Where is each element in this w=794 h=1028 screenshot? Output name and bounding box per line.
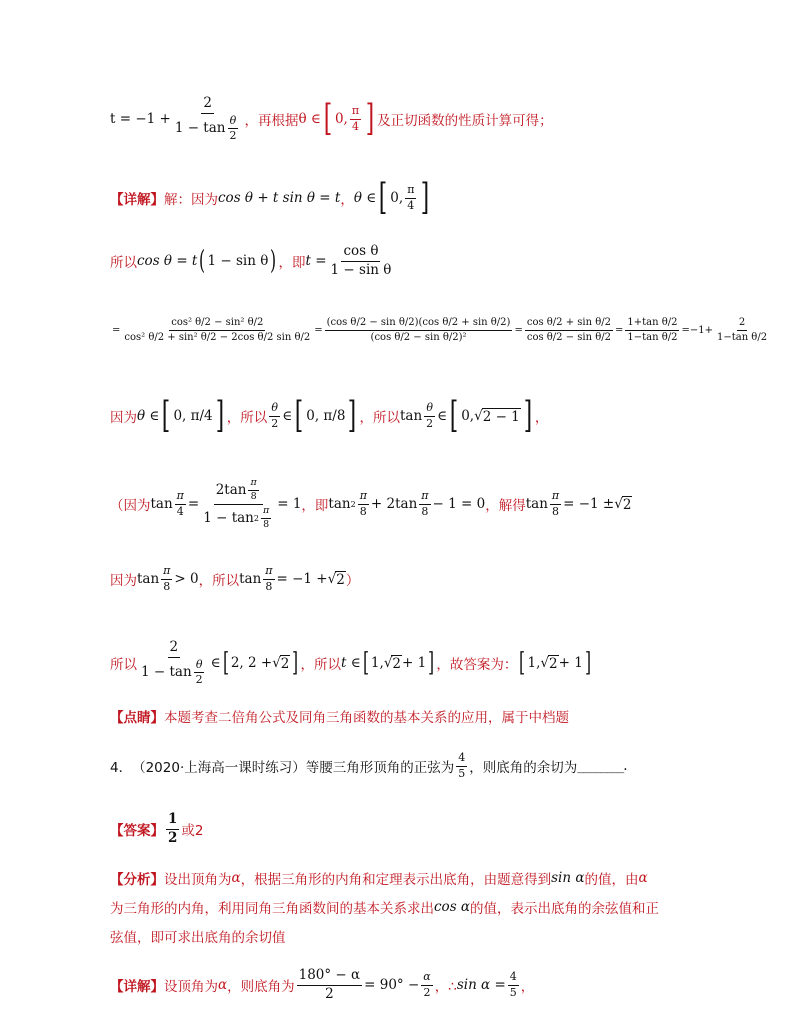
remark-tag: 【点睛】	[110, 710, 164, 726]
formula-t: t = −1 +	[110, 111, 171, 128]
detail-line-5: 因为 tan $\frac{\pi}{8}$ > 0 ，所以 tan $\frac{\pi}{8}$ = −1 + √ 2 ）	[110, 564, 360, 593]
question-number: 4．	[110, 760, 133, 777]
solution-hint-line: t = −1 + 2 1 − tan $\frac{\theta}{2}$ ，再根据 θ ∈ [ 0, $\frac{\pi}{4}$ ] 及正切函数的性质计算可得；	[110, 95, 553, 143]
detail-line-7: 【详解】 设顶角为 α ，则底角为 $\frac{180^\circ - \alpha}{2}$ = 90° − $\frac{\alpha}{2}$ ，∴ sin α = $\frac{4}{5}$ ，	[110, 967, 535, 1002]
answer-tag: 【答案】	[110, 823, 164, 840]
detail-line-1: 【详解】 解：因为 cos θ + t sin θ = t ， θ ∈ [ 0, $\frac{\pi}{4}$ ]	[110, 177, 430, 218]
answer-line: 【答案】 $\frac{1}{2}$ 或2	[110, 811, 204, 846]
question-4: 4． （2020·上海高一课时练习） 等腰三角形顶角的正弦为 $\frac{4}{5}$ ，则底角的余切为 ________ .	[110, 751, 628, 780]
analysis-line-2: 为三角形的内角，利用同角三角函数间的基本关系求出 cos α 的值，表示出底角的余弦值和正	[110, 899, 660, 917]
detail-line-4: （因为 tan $\frac{\pi}{4}$ = 2tan $\frac{\pi}{8}$ 1 − tan 2 $\frac{\pi}{8}$ = 1 ，即 tan 2 $\frac{\pi}{8}$ + 2tan $\frac{\pi}{8}$ − 1 = 0 ，解得 tan $\frac{\pi}{8}$ = −1 ± √ 2	[110, 477, 632, 530]
detail-tag-2: 【详解】	[110, 979, 164, 996]
question-source: （2020·上海高一课时练习）	[132, 760, 306, 777]
detail-tag: 【详解】	[110, 192, 164, 208]
analysis-line-1: 【分析】 设出顶角为 α ，根据三角形的内角和定理表示出底角，由题意得到 sin α 的值，由 α	[110, 870, 648, 888]
remark-line: 【点睛】 本题考查二倍角公式及同角三角函数的基本关系的应用，属于中档题	[110, 706, 754, 726]
equality-chain: = $\frac{\text{cos² θ/2 − sin² θ/2}}{\text{cos² θ/2 + sin² θ/2 − 2cos θ/2 sin θ/2}}$ = $\frac{\text{(cos θ/2 − sin θ/2)(cos θ/2 + sin θ/2)}}{\text{(cos θ/2 − sin θ/2)²}}$ = $\frac{\text{cos θ/2 + sin θ/2}}{\text{cos θ/2 − sin θ/2}}$ = $\frac{\text{1+tan θ/2}}{\text{1−tan θ/2}}$ = −1+ $\frac{2}{\text{1−tan θ/2}}$	[112, 317, 768, 343]
detail-line-6: 所以 2 1 − tan $\frac{\theta}{2}$ ∈ [ 2, 2 + √ 2 ] ，所以 t ∈ [ 1, √ 2 + 1 ] ，故答案为： [ 1, √ 2 + 1 ]	[110, 639, 591, 687]
interval: [ 0, $\frac{\pi}{4}$ ]	[323, 98, 375, 140]
detail-line-2: 所以 cos θ = t ( 1 − sin θ ) ，即 t = $\frac{\text{cos θ}}{\text{1 − sin θ}}$	[110, 243, 392, 278]
analysis-tag: 【分析】	[110, 872, 164, 888]
fraction: 2 1 − tan $\frac{\theta}{2}$	[174, 95, 237, 143]
detail-line-3: 因为 θ ∈ [ 0, π/4 ] ，所以 $\frac{\theta}{2}$ ∈ [ 0, π/8 ] ，所以 tan $\frac{\theta}{2}$ ∈ [ 0, √ 2 − 1 ] ，	[110, 395, 549, 436]
analysis-line-3: 弦值，即可求出底角的余切值	[110, 930, 286, 946]
answer-blank: ________	[577, 758, 624, 775]
